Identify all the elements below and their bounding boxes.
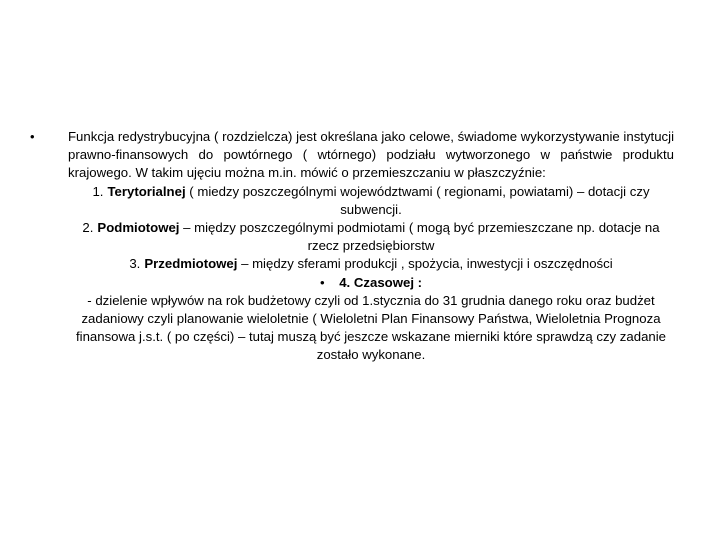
list-item-number: 3.	[129, 256, 141, 272]
list-item-1	[68, 183, 674, 219]
list-item-description: – między sferami produkcji , spożycia, inwestycji i oszczędności	[237, 256, 613, 272]
list-item-description: – między poszczególnymi podmiotami ( mogą być przemieszczane np. dotacje na rzecz przedsiębiorstw	[179, 220, 660, 254]
list-item-number: 1.	[92, 183, 104, 199]
closing-paragraph: - dzielenie wpływów na rok budżetowy czyli od 1.stycznia do 31 grudnia danego roku oraz budżet zadaniowy czyli planowanie wieloletnie ( Wieloletni Plan Finansowy Państwa, Wieloletnia Prognoza finansowa j.s.t. ( po części) – tutaj muszą być jeszcze wskazane mierniki które sprawdzą czy zadanie zostało wykonane.	[75, 292, 666, 363]
list-item-2	[68, 219, 674, 255]
bullet-body	[68, 128, 674, 365]
list-item-number: 2.	[82, 220, 94, 236]
intro-paragraph: Funkcja redystrybucyjna ( rozdzielcza) jest określana jako celowe, świadome wykorzystywanie instytucji prawno-finansowych do powtórnego ( wtórnego) podziału wytworzonego w państwie produktu krajowego. W takim ujęciu można m.in. mówić o przemieszczaniu w płaszczyźnie:	[68, 129, 674, 181]
bullet-icon: •	[30, 129, 35, 144]
list-item-4	[68, 274, 674, 292]
list-item-3	[68, 255, 674, 273]
bullet-icon: •	[319, 274, 325, 290]
list-item-term: Podmiotowej	[97, 220, 180, 236]
list-item-term: 4. Czasowej :	[339, 274, 423, 290]
list-item-term: Terytorialnej	[107, 183, 186, 199]
list-item-description: ( miedzy poszczególnymi województwami ( regionami, powiatami) – dotacji czy subwencji.	[185, 183, 650, 217]
list-item-term: Przedmiotowej	[144, 256, 238, 272]
